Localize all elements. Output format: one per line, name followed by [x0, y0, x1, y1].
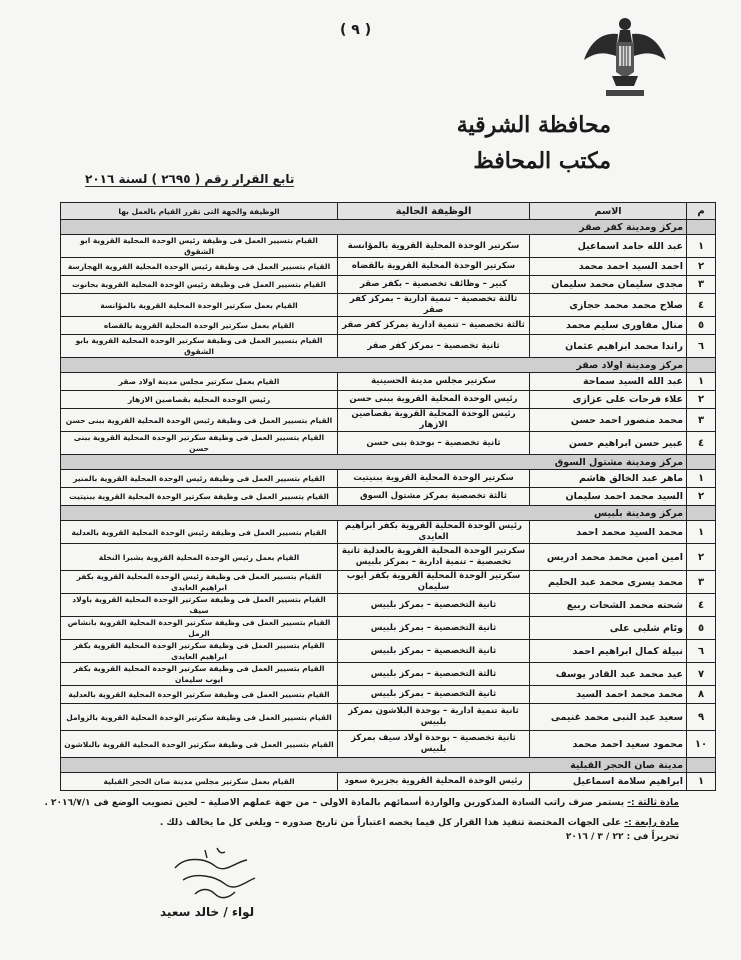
row-number: ٤	[687, 294, 716, 317]
article-3-label: مادة ثالثة :-	[627, 798, 679, 808]
row-number: ٦	[687, 335, 716, 358]
current-job: ثانية التخصصية – بمركز بلبيس	[338, 617, 530, 640]
new-assignment: القيام بتسيير العمل فى وظيفة سكرتير الوحدة المحلية القروية ببنى حسن	[61, 432, 338, 455]
table-row	[61, 773, 716, 791]
row-number: ٨	[687, 686, 716, 704]
section-num-cell	[687, 455, 716, 470]
table-row	[61, 317, 716, 335]
table-row	[61, 373, 716, 391]
new-assignment: القيام بعمل رئيس الوحدة المحلية القروية بشبرا النخلة	[61, 544, 338, 571]
row-number: ٢	[687, 391, 716, 409]
table-row	[61, 571, 716, 594]
row-number: ٤	[687, 432, 716, 455]
section-row	[61, 220, 716, 235]
new-assignment: القيام بتسيير العمل فى وظيفة رئيس الوحدة المحلية القروية بالمنير	[61, 470, 338, 488]
section-row	[61, 455, 716, 470]
section-title: مركز ومدينة اولاد صقر	[61, 358, 687, 373]
new-assignment: القيام بتسيير العمل فى وظيفة سكرتير الوحدة المحلية القروية بالبلاشون	[61, 731, 338, 758]
current-job: ثانية التخصصية – بمركز بلبيس	[338, 640, 530, 663]
article-3	[44, 798, 679, 808]
new-assignment: القيام بتسيير العمل فى وظيفة سكرتير الوحدة المحلية القروية بالعدلية	[61, 686, 338, 704]
table-row	[61, 235, 716, 258]
current-job: ثانية تنمية ادارية – بوحدة البلاشون بمركز بلبيس	[338, 704, 530, 731]
current-job: ثانية التخصصية – بمركز بلبيس	[338, 686, 530, 704]
person-name: عبير حسن ابراهيم حسن	[530, 432, 687, 455]
header-current-job: الوظيفة الحالية	[338, 203, 530, 220]
table-row	[61, 663, 716, 686]
row-number: ٤	[687, 594, 716, 617]
current-job: ثالثة التخصصية – بمركز بلبيس	[338, 663, 530, 686]
eagle-emblem-icon	[582, 12, 668, 104]
new-assignment: القيام بتسيير العمل فى وظيفة رئيس الوحدة المحلية القروية ابو الشقوق	[61, 235, 338, 258]
person-name: ابراهيم سلامة اسماعيل	[530, 773, 687, 791]
new-assignment: القيام بتسيير العمل فى وظيفة سكرتير الوحدة المحلية القروية ببنيتيت	[61, 488, 338, 506]
table-row	[61, 276, 716, 294]
person-name: عبد الله حامد اسماعيل	[530, 235, 687, 258]
row-number: ٢	[687, 544, 716, 571]
issue-date	[566, 832, 679, 842]
current-job: سكرتير الوحدة المحلية القروية بالعدلية ثانية تخصصية – تنمية ادارية – بمركز بلبيس	[338, 544, 530, 571]
person-name: مجدى سليمان محمد سليمان	[530, 276, 687, 294]
header-new-job: الوظيفة والجهة التى تقرر القيام بالعمل بها	[61, 203, 338, 220]
row-number: ٣	[687, 571, 716, 594]
new-assignment: رئيس الوحدة المحلية بقصاصين الازهار	[61, 391, 338, 409]
decree-reference: تابع القرار رقم ( ٢٦٩٥ ) لسنة ٢٠١٦	[85, 172, 295, 186]
row-number: ١	[687, 235, 716, 258]
signatory-name: لواء / خالد سعيد	[160, 905, 255, 919]
table-row	[61, 488, 716, 506]
new-assignment: القيام بتسيير العمل فى وظيفة سكرتير الوحدة المحلية القروية باولاد سيف	[61, 594, 338, 617]
new-assignment: القيام بتسيير العمل فى وظيفة رئيس الوحدة المحلية القروية بحانوت	[61, 276, 338, 294]
current-job: سكرتير الوحدة المحلية القروية ببنيتيت	[338, 470, 530, 488]
article-4-text: على الجهات المختصة تنفيذ هذا القرار كل فيما يخصه اعتباراً من تاريخ صدوره – ويلغى كل ما يخالف ذلك .	[159, 818, 625, 828]
appointments-table	[60, 202, 716, 791]
issue-date-text: تحريراً فى : ٢٢ / ٣ / ٢٠١٦	[565, 832, 679, 842]
person-name: محمد محمد احمد السيد	[530, 686, 687, 704]
person-name: صلاح محمد محمد حجازى	[530, 294, 687, 317]
new-assignment: القيام بتسيير العمل فى وظيفة سكرتير الوحدة المحلية القروية بكفر ابراهيم العايدى	[61, 640, 338, 663]
section-row	[61, 758, 716, 773]
section-num-cell	[687, 758, 716, 773]
header-num: م	[687, 203, 716, 220]
table-row	[61, 704, 716, 731]
person-name: عيد محمد عبد القادر يوسف	[530, 663, 687, 686]
current-job: سكرتير الوحدة المحلية القروية بالمؤانسة	[338, 235, 530, 258]
row-number: ١٠	[687, 731, 716, 758]
article-4-label: مادة رابعة :-	[624, 818, 679, 828]
current-job: ثانية تخصصية – بوحدة اولاد سيف بمركز بلبيس	[338, 731, 530, 758]
table-row	[61, 544, 716, 571]
section-row	[61, 506, 716, 521]
person-name: ماهر عبد الخالق هاشم	[530, 470, 687, 488]
person-name: السيد محمد احمد سليمان	[530, 488, 687, 506]
person-name: شحته محمد الشحات ربيع	[530, 594, 687, 617]
section-num-cell	[687, 220, 716, 235]
current-job: ثانية تخصصية – بمركز كفر صقر	[338, 335, 530, 358]
current-job: سكرتير مجلس مدينة الحسينية	[338, 373, 530, 391]
new-assignment: القيام بتسيير العمل فى وظيفة سكرتير الوحدة المحلية القروية بابو الشقوق	[61, 335, 338, 358]
table-row	[61, 470, 716, 488]
row-number: ١	[687, 470, 716, 488]
table-row	[61, 521, 716, 544]
new-assignment: القيام بعمل سكرتير الوحدة المحلية القروية بالقضاه	[61, 317, 338, 335]
new-assignment: القيام بتسيير العمل فى وظيفة رئيس الوحدة المحلية القروية ببنى حسن	[61, 409, 338, 432]
person-name: محمد السيد محمد احمد	[530, 521, 687, 544]
section-row	[61, 358, 716, 373]
current-job: ثالثة تخصصية بمركز مشتول السوق	[338, 488, 530, 506]
table-row	[61, 617, 716, 640]
current-job: رئيس الوحدة المحلية القروية ببنى حسن	[338, 391, 530, 409]
row-number: ٦	[687, 640, 716, 663]
person-name: محمود سعيد احمد محمد	[530, 731, 687, 758]
table-row	[61, 640, 716, 663]
section-num-cell	[687, 506, 716, 521]
row-number: ٥	[687, 617, 716, 640]
new-assignment: القيام بعمل سكرتير مجلس مدينة اولاد صقر	[61, 373, 338, 391]
current-job: ثانية تخصصية – بوحدة بنى حسن	[338, 432, 530, 455]
person-name: عبد الله السيد سماحة	[530, 373, 687, 391]
office-title: مكتب المحافظ	[473, 148, 611, 174]
row-number: ١	[687, 373, 716, 391]
current-job: سكرتير الوحدة المحلية القروية بالقضاه	[338, 258, 530, 276]
current-job: ثالثة تخصصية – تنمية ادارية بمركز كفر صقر	[338, 317, 530, 335]
page-number: ( ٩ )	[340, 22, 372, 38]
current-job: سكرتير الوحدة المحلية القروية بكفر ايوب سليمان	[338, 571, 530, 594]
row-number: ٢	[687, 488, 716, 506]
article-3-text: يستمر صرف راتب السادة المذكورين والواردة أسمائهم بالمادة الاولى – من جهة عملهم الاصلية – لحين تصويب الوضع فى ٢٠١٦/٧/١ .	[44, 798, 628, 808]
new-assignment: القيام بعمل سكرتير مجلس مدينة صان الحجر القبلية	[61, 773, 338, 791]
row-number: ٣	[687, 276, 716, 294]
new-assignment: القيام بتسيير العمل فى وظيفة رئيس الوحدة المحلية القروية بكفر ابراهيم العايدى	[61, 571, 338, 594]
person-name: سعيد عبد النبى محمد غنيمى	[530, 704, 687, 731]
table-row	[61, 335, 716, 358]
section-title: مركز ومدينة كفر صقر	[61, 220, 687, 235]
new-assignment: القيام بتسيير العمل فى وظيفة رئيس الوحدة المحلية القروية الهجارسة	[61, 258, 338, 276]
table-row	[61, 409, 716, 432]
table-row	[61, 258, 716, 276]
new-assignment: القيام بعمل سكرتير الوحدة المحلية القروية بالمؤانسة	[61, 294, 338, 317]
section-title: مركز ومدينة بلبيس	[61, 506, 687, 521]
table-row	[61, 594, 716, 617]
person-name: راندا محمد ابراهيم عثمان	[530, 335, 687, 358]
table-row	[61, 294, 716, 317]
row-number: ٥	[687, 317, 716, 335]
new-assignment: القيام بتسيير العمل فى وظيفة رئيس الوحدة المحلية القروية بالعدلية	[61, 521, 338, 544]
table-body	[61, 220, 716, 791]
section-title: مدينة صان الحجر القبلية	[61, 758, 687, 773]
current-job: ثانية التخصصية – بمركز بلبيس	[338, 594, 530, 617]
person-name: نبيلة كمال ابراهيم احمد	[530, 640, 687, 663]
current-job: رئيس الوحدة المحلية القروية بجزيرة سعود	[338, 773, 530, 791]
person-name: امين امين محمد محمد ادريس	[530, 544, 687, 571]
new-assignment: القيام بتسيير العمل فى وظيفة سكرتير الوحدة المحلية القروية بكفر ايوب سليمان	[61, 663, 338, 686]
new-assignment: القيام بتسيير العمل فى وظيفة سكرتير الوحدة المحلية القروية بانشاص الرمل	[61, 617, 338, 640]
row-number: ٩	[687, 704, 716, 731]
person-name: علاء فرحات على عزازى	[530, 391, 687, 409]
table-row	[61, 731, 716, 758]
person-name: محمد منصور احمد حسن	[530, 409, 687, 432]
row-number: ٢	[687, 258, 716, 276]
header-name: الاسم	[530, 203, 687, 220]
section-title: مركز ومدينة مشتول السوق	[61, 455, 687, 470]
article-4	[160, 818, 679, 828]
current-job: رئيس الوحدة المحلية القروية بكفر ابراهيم العايدى	[338, 521, 530, 544]
table-row	[61, 686, 716, 704]
current-job: كبير – وظائف تخصصية – بكفر صقر	[338, 276, 530, 294]
row-number: ٣	[687, 409, 716, 432]
person-name: احمد السيد احمد محمد	[530, 258, 687, 276]
table-row	[61, 391, 716, 409]
new-assignment: القيام بتسيير العمل فى وظيفة سكرتير الوحدة المحلية القروية بالزوامل	[61, 704, 338, 731]
row-number: ١	[687, 521, 716, 544]
table-header-row	[61, 203, 716, 220]
governorate-title: محافظة الشرقية	[456, 112, 611, 138]
row-number: ١	[687, 773, 716, 791]
current-job: رئيس الوحدة المحلية القروية بقصاصين الازهار	[338, 409, 530, 432]
person-name: محمد يسرى محمد عبد الحليم	[530, 571, 687, 594]
current-job: ثالثة تخصصية – تنمية ادارية – بمركز كفر صقر	[338, 294, 530, 317]
row-number: ٧	[687, 663, 716, 686]
person-name: وئام شلبى على	[530, 617, 687, 640]
table-row	[61, 432, 716, 455]
section-num-cell	[687, 358, 716, 373]
person-name: منال مفاورى سليم محمد	[530, 317, 687, 335]
